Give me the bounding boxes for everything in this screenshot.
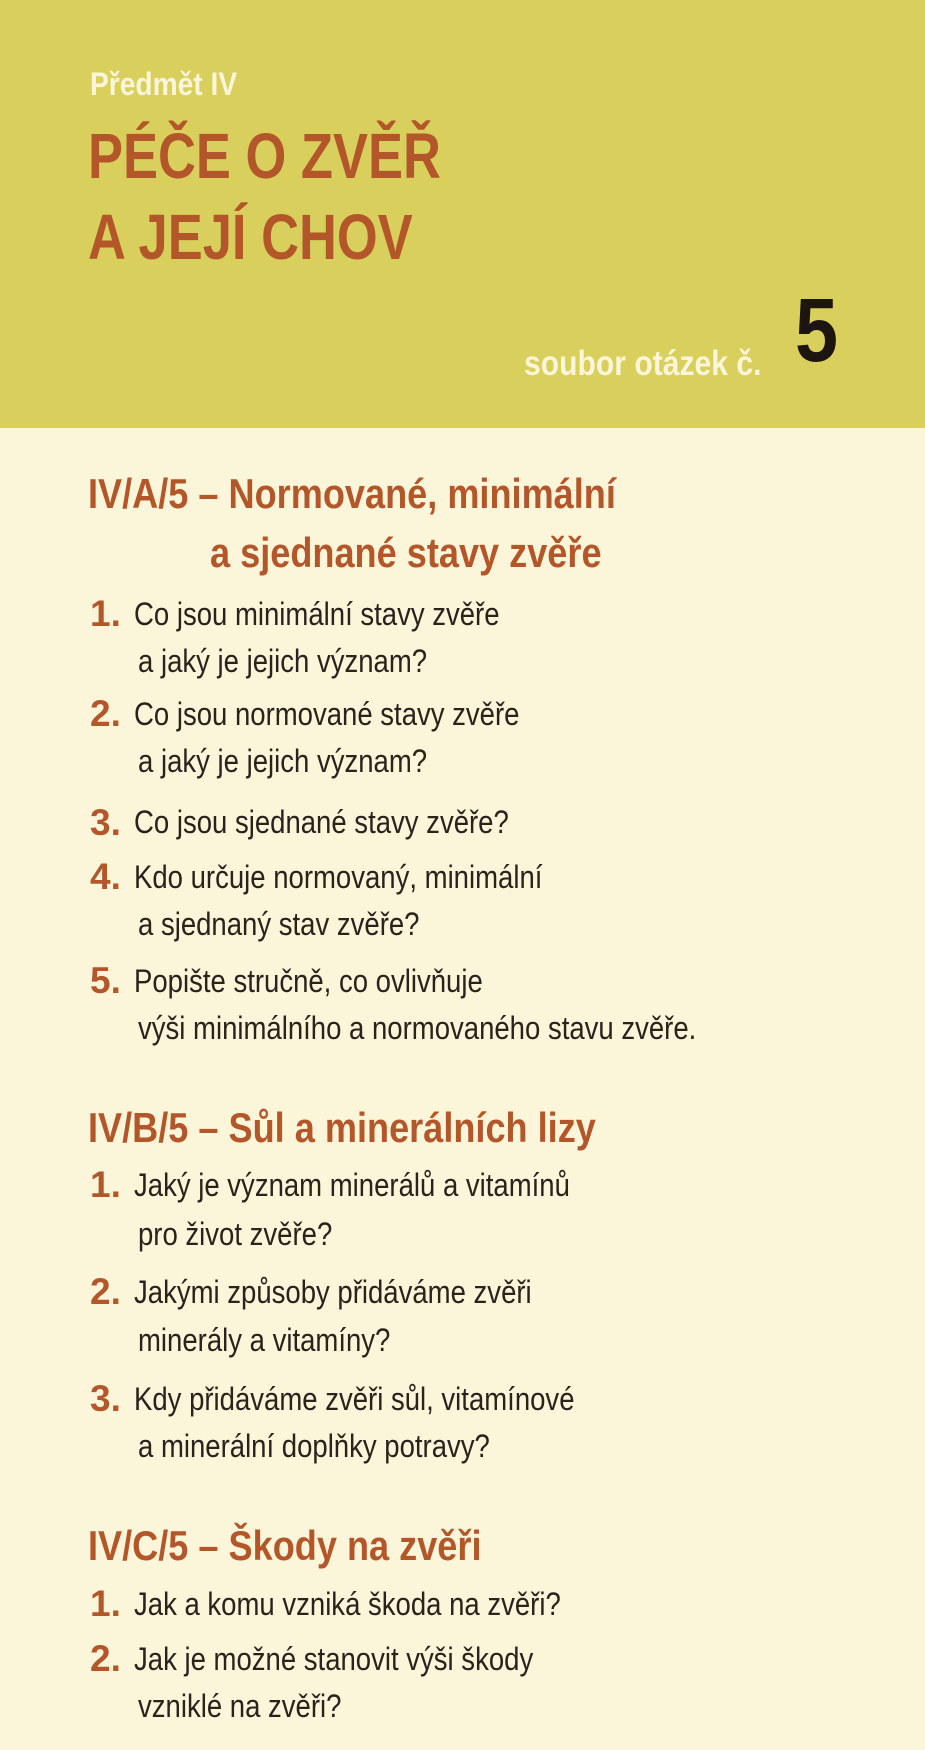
section-heading-c: IV/C/5 – Škody na zvěři [88,1522,482,1569]
question-text: a jaký je jejich význam? [138,743,428,779]
question-text: Jakými způsoby přidáváme zvěři [134,1274,532,1310]
question-text: Jak je možné stanovit výši škody [134,1641,534,1677]
question-text: Kdo určuje normovaný, minimální [134,859,543,895]
section-heading-a-line-1: IV/A/5 – Normované, minimální [88,470,616,517]
question-number: 1. [90,1164,121,1205]
title-line-2: A JEJÍ CHOV [88,201,413,273]
question-text: výši minimálního a normovaného stavu zvěře. [138,1010,697,1046]
question-text: Jak a komu vzniká škoda na zvěři? [134,1586,561,1622]
question-number: 1. [90,1583,121,1624]
question-text: Co jsou minimální stavy zvěře [134,596,500,632]
question-number: 2. [90,693,121,734]
header-band [0,0,925,428]
question-number: 2. [90,1271,121,1312]
question-text: a jaký je jejich význam? [138,643,428,679]
question-set-number: 5 [795,281,839,381]
question-text: Co jsou normované stavy zvěře [134,696,520,732]
title-line-1: PÉČE O ZVĚŘ [88,120,441,192]
question-number: 3. [90,802,121,843]
question-number: 3. [90,1378,121,1419]
question-text: pro život zvěře? [138,1216,333,1252]
section-heading-a-line-2: a sjednané stavy zvěře [210,529,602,576]
question-text: Jaký je význam minerálů a vitamínů [134,1167,570,1203]
question-number: 5. [90,960,121,1001]
question-text: minerály a vitamíny? [138,1322,391,1358]
question-number: 2. [90,1638,121,1679]
section-heading-b: IV/B/5 – Sůl a minerálních lizy [88,1104,596,1151]
question-number: 1. [90,593,121,634]
question-text: a sjednaný stav zvěře? [138,906,420,942]
question-number: 4. [90,856,121,897]
question-set-label: soubor otázek č. [524,344,762,383]
subject-label: Předmět IV [90,66,238,102]
question-text: Popište stručně, co ovlivňuje [134,963,483,999]
question-text: Kdy přidáváme zvěři sůl, vitamínové [134,1381,575,1417]
question-text: vzniklé na zvěři? [138,1688,342,1724]
question-text: a minerální doplňky potravy? [138,1428,490,1464]
question-text: Co jsou sjednané stavy zvěře? [134,804,509,840]
